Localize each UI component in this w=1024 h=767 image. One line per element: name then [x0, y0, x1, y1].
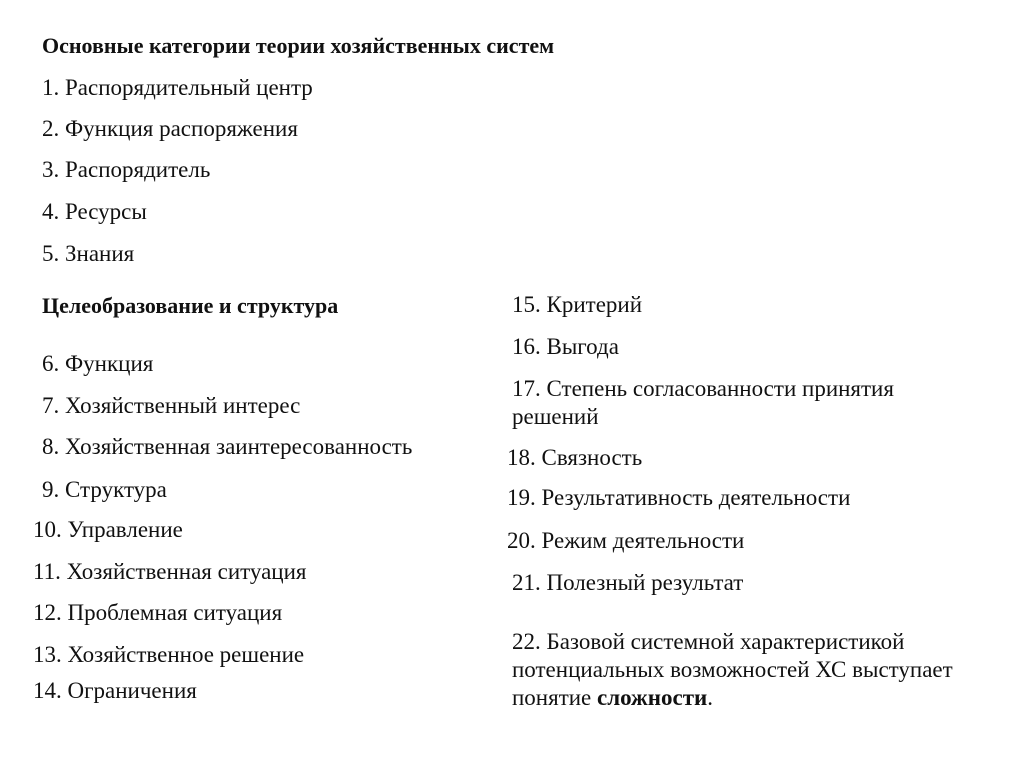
list-item-22-suffix: . — [707, 685, 713, 710]
list-item-8: 8. Хозяйственная заинтересованность — [42, 434, 413, 459]
list-item-22-text: 22. Базовой системной характеристикой потенциальных возможностей ХС выступает понятие — [512, 629, 953, 710]
list-item-11: 11. Хозяйственная ситуация — [33, 559, 307, 584]
list-item-4: 4. Ресурсы — [42, 199, 147, 224]
list-item-15: 15. Критерий — [512, 292, 643, 317]
list-item-18: 18. Связность — [507, 445, 643, 470]
list-item-20: 20. Режим деятельности — [507, 528, 745, 553]
list-item-5: 5. Знания — [42, 241, 135, 266]
list-item-22 — [512, 628, 1012, 712]
list-item-9: 9. Структура — [42, 477, 167, 502]
list-item-12: 12. Проблемная ситуация — [33, 600, 283, 625]
section-heading-main: Основные категории теории хозяйственных систем — [42, 33, 555, 58]
list-item-21: 21. Полезный результат — [512, 570, 744, 595]
list-item-3: 3. Распорядитель — [42, 157, 211, 182]
list-item-14: 14. Ограничения — [33, 678, 197, 703]
list-item-16: 16. Выгода — [512, 334, 619, 359]
list-item-19: 19. Результативность деятельности — [507, 485, 851, 510]
list-item-10: 10. Управление — [33, 517, 183, 542]
list-item-13: 13. Хозяйственное решение — [33, 642, 305, 667]
list-item-7: 7. Хозяйственный интерес — [42, 393, 301, 418]
list-item-2: 2. Функция распоряжения — [42, 116, 298, 141]
list-item-1: 1. Распорядительный центр — [42, 75, 313, 100]
list-item-22-emphasis: сложности — [597, 685, 708, 710]
section-heading-goal: Целеобразование и структура — [42, 293, 339, 318]
list-item-6: 6. Функция — [42, 351, 154, 376]
list-item-17: 17. Степень согласованности принятия решений — [512, 376, 894, 429]
